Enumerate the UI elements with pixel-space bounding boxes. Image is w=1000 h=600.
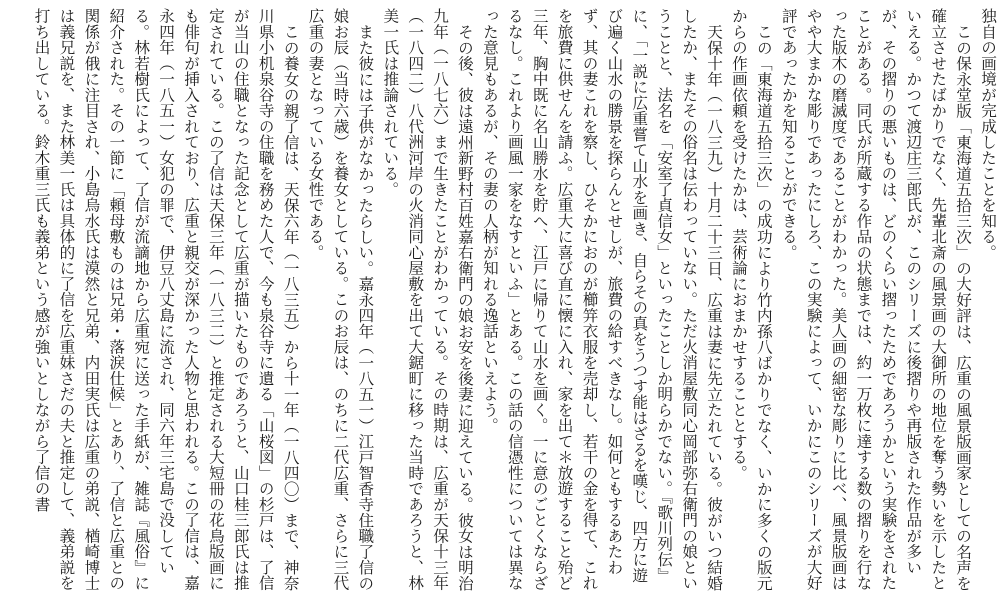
paragraph-first-wife: 天保十年（一八三九）十月二十三日、広重は妻に先立たれている。彼がいつ結婚したか、またその俗名は伝わっていない。ただ火消屋敷同心岡部弥右衛門の娘ということと、法名を「安室了貞信女」といったことしか明らかでない。『歌川列伝』に、「一説に広重嘗て山水を画き、自らその真をうつす能はざるを嘆じ、四方に遊び遍く山水の勝景を探らんとせしが、旅費の給すべきなし。如何ともするあたわず、其の妻これを察し、ひそかにおのが櫛笄衣服を売却し、若干の金を得て、これを旅費に供せんを請ふ。広重大に喜び直に懐に入れ、家を出て＊放遊すること殆ど三年、胸中既に名山勝水を貯へ、江戸に帰りて山水を画く。一に意のごとくならざるなし。これより画風一家をなすといふ」とある。この話の信憑性については異なった意見もあるが、その妻の人柄が知れる逸話といえよう。 — [480, 8, 724, 591]
vertical-text-body — [0, 8, 1000, 592]
paragraph-tokaido-success: この保永堂版「東海道五拾三次」の大好評は、広重の風景版画家としての名声を確立させたばかりでなく、先輩北斎の風景画の大御所の地位を奪う勢いを示したといえる。かつて渡辺庄三郎氏が、このシリーズに後摺りや再版された作品が多いが、その摺りの悪いものは、どのくらい摺ったためであろうかという実験をされたことがある。同氏が所蔵する作品の状態までは、約一万枚に達する数の摺りを行なった版木の磨滅度であることがわかった。美人画の細密な彫りに比べ、風景版画はやや大まかな彫りであったにしろ、この実験によって、いかにこのシリーズが大好評であったかを知ることができる。 — [779, 8, 973, 591]
paragraph-adopted-daughter: また彼には子供がなかったらしい。嘉永四年（一八五一）江戸智香寺住職了信の娘お辰（当時六歳）を養女としている。このお辰は、のちに二代広重、さらに三代広重の妻となっている女性である。 — [306, 8, 375, 591]
paragraph-intro: 独自の画境が完成したことを知る。 — [979, 8, 997, 260]
paragraph-second-wife: その後、彼は遠州新野村百姓嘉右衛門の娘お安を後妻に迎えている。彼女は明治九年（一八七六）まで生きたことがわかっている。その時期は、広重が天保十三年（一八四二）八代洲河岸の火消同心屋敷を出て大鋸町に移った当時であろうと、林美一氏は推論されている。 — [381, 8, 474, 591]
paragraph-ryoshin: この養女の親了信は、天保六年（一八三五）から十一年（一八四〇）まで、神奈川県小机泉谷寺の住職を務めた人で、今も泉谷寺に遺る「山桜図」の杉戸は、了信が当山の住職となった記念として広重が描いたものであろうと、山口桂三郎氏は推定されている。この了信は天保三年（一八三二）と推定される大短冊の花鳥版画にも俳句が挿入されており、広重と親交が深かった人物と思われる。この了信は、嘉永四年（一八五一）女犯の罪で、伊豆八丈島に流され、同六年三宅島で没している。林若樹氏によって、了信が流謫地から広重宛に送った手紙が、雑誌『風俗』に紹介された。その一節に「頼母敷ものは兄弟・落涙仕候」とあり、了信と広重との関係が俄に注目され、小島烏水氏は漠然と兄弟、内田実氏は広重の弟説、楢崎博士は義兄説を、また林美一氏は具体的に了信を広重妹さだの夫と推定して、義弟説を打ち出している。鈴木重三氏も義弟という感が強いとしながら了信の書 — [32, 8, 300, 591]
paragraph-commissions: この「東海道五拾三次」の成功により竹内孫八ばかりでなく、いかに多くの版元からの作画依頼を受けたかは、芸術論におまかせすることとする。 — [729, 8, 773, 591]
